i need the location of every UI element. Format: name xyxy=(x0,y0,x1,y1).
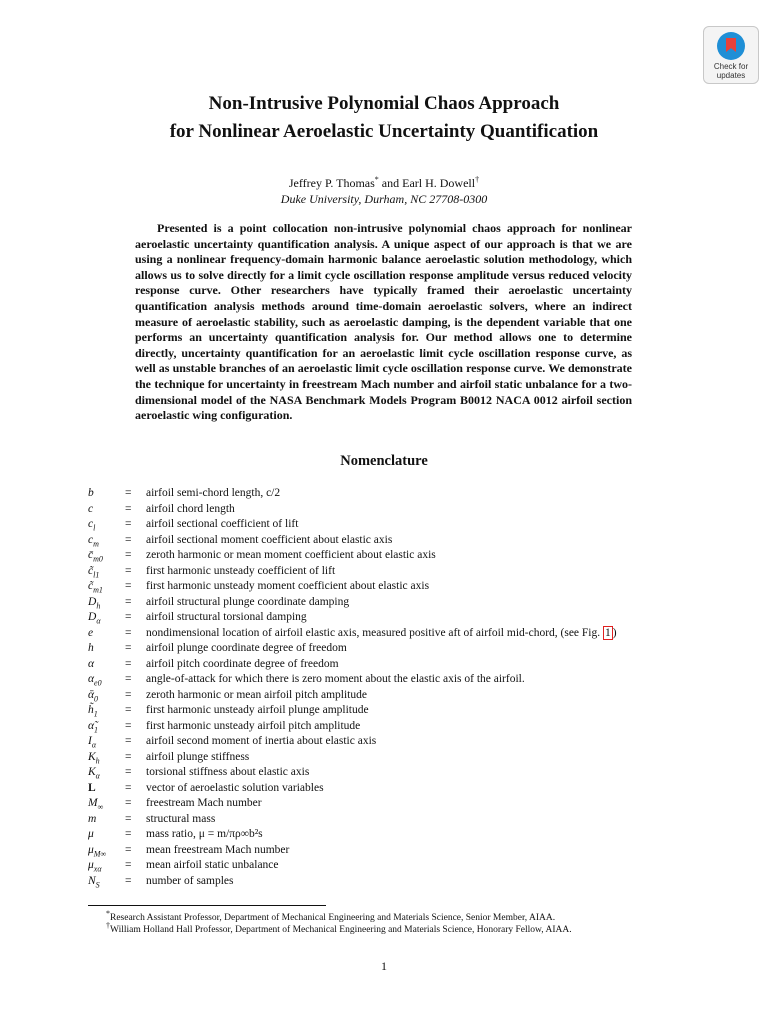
nomenclature-row: $K_h$ = airfoil plunge stiffness xyxy=(88,750,250,765)
affiliation: Duke University, Durham, NC 27708-0300 xyxy=(280,192,488,206)
check-for-updates-badge[interactable] xyxy=(703,26,759,84)
nomenclature-row: $K_\alpha$ = torsional stiffness about elastic axis xyxy=(88,766,310,781)
badge-label: Check for updates xyxy=(713,62,749,80)
nomenclature-row: L = vector of aeroelastic solution variables xyxy=(88,781,324,794)
nomenclature-row: m = structural mass xyxy=(88,812,216,825)
nomenclature-row: $c̃_{l1}$ = first harmonic unsteady coefficient of lift xyxy=(88,564,336,579)
nomenclature-row: $c̄_{m0}$ = zeroth harmonic or mean moment coefficient about elastic axis xyxy=(88,549,436,564)
nomenclature-row: $M_\infty$ = freestream Mach number xyxy=(88,797,262,812)
page-number: 1 xyxy=(381,959,387,973)
author-block xyxy=(0,172,768,207)
nomenclature-list xyxy=(88,486,688,889)
nomenclature-row: $D_\alpha$ = airfoil structural torsional damping xyxy=(88,611,307,626)
nomenclature-row: $\mu_{x\alpha}$ = mean airfoil static unbalance xyxy=(88,859,279,874)
author-1: Jeffrey P. Thomas xyxy=(288,176,375,190)
nomenclature-row: $\mu_{M\infty}$ = mean freestream Mach number xyxy=(88,843,290,858)
author-names: Jeffrey P. Thomas* and Earl H. Dowell† xyxy=(288,175,480,190)
nomenclature-row: $\alpha_{e0}$ = angle-of-attack for which there is zero moment about the elastic axis of the airfoil. xyxy=(88,673,525,688)
footnote-2: †William Holland Hall Professor, Department of Mechanical Engineering and Materials Science, Honorary Fellow, AIAA. xyxy=(106,921,572,936)
nomenclature-row: c = airfoil chord length xyxy=(88,502,235,515)
footnote-1: *Research Assistant Professor, Department of Mechanical Engineering and Materials Science, Senior Member, AIAA. xyxy=(106,909,556,924)
nomenclature-row: $I_\alpha$ = airfoil second moment of inertia about elastic axis xyxy=(88,735,377,750)
bookmark-icon xyxy=(717,32,745,60)
nomenclature-row: μ = mass ratio, μ = m/πρ∞b²s xyxy=(88,828,263,840)
title-line-1: Non-Intrusive Polynomial Chaos Approach xyxy=(208,93,560,114)
nomenclature-row: $N_S$ = number of samples xyxy=(88,874,234,889)
nomenclature-row: ᾱ$_0$ = zeroth harmonic or mean airfoil pitch amplitude xyxy=(88,688,367,703)
title-line-2: for Nonlinear Aeroelastic Uncertainty Quantification xyxy=(169,121,599,142)
figure-link[interactable]: 1 xyxy=(605,626,611,639)
footnote-rule xyxy=(88,905,326,906)
abstract: Presented is a point collocation non-intrusive polynomial chaos approach for nonlinear aeroelastic uncertainty quantification analysis. A unique aspect of our approach is that we are using a nonlinear frequency-domain harmonic balance aeroelastic solution methodology, which allows us to solve directly for a limit cycle oscillation response amplitude versus reduced velocity response curve. Other researchers have typically framed their aeroelastic uncertainty quantification analysis methods around time-domain aeroelastic solvers, where an indirect measure of aeroelastic stability, such as aeroelastic damping, is the dependent variable that one performs an uncertainty quantification analysis for. Our method allows one to determine directly, uncertainty quantification for an aeroelastic limit cycle oscillation response curve, as well as unstable branches of an aeroelastic limit cycle oscillation response curve. We demonstrate the technique for uncertainty in freestream Mach number and airfoil static unbalance for a two-dimensional model of the NASA Benchmark Models Program B0012 NACA 0012 airfoil section aeroelastic wing configuration. xyxy=(135,221,632,423)
nomenclature-row: $c̃_{m1}$ = first harmonic unsteady moment coefficient about elastic axis xyxy=(88,580,430,595)
nomenclature-row: $c_m$ = airfoil sectional moment coefficient about elastic axis xyxy=(88,533,393,548)
nomenclature-row: $D_h$ = airfoil structural plunge coordinate damping xyxy=(88,595,350,610)
nomenclature-row: $\alphã_1$ = first harmonic unsteady airfoil pitch amplitude xyxy=(88,719,361,734)
nomenclature-row: $c_l$ = airfoil sectional coefficient of lift xyxy=(88,518,299,533)
nomenclature-row: b = airfoil semi-chord length, c/2 xyxy=(88,487,281,499)
nomenclature-row: h = airfoil plunge coordinate degree of freedom xyxy=(88,642,347,654)
nomenclature-row: e = nondimensional location of airfoil elastic axis, measured positive aft of airfoil mid-chord, (see Fig. 1 ) xyxy=(88,626,617,639)
author-2: Earl H. Dowell xyxy=(402,176,476,190)
nomenclature-row: α = airfoil pitch coordinate degree of freedom xyxy=(88,657,339,670)
nomenclature-row: $h̃_1$ = first harmonic unsteady airfoil plunge amplitude xyxy=(88,704,369,719)
paper-title xyxy=(0,90,768,146)
nomenclature-heading: Nomenclature xyxy=(340,453,428,469)
